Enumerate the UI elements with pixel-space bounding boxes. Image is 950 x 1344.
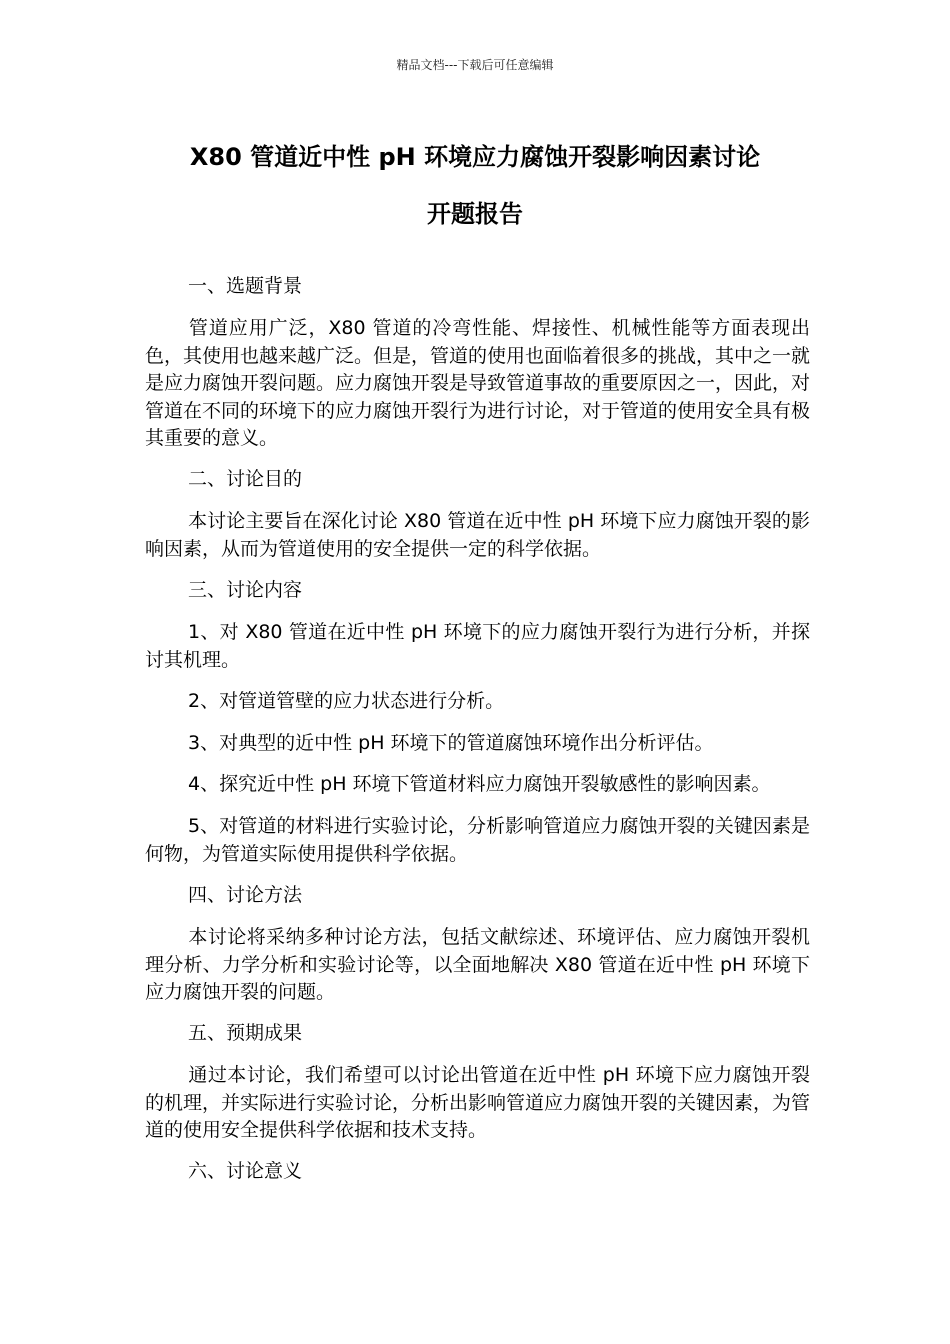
paragraph-text: 本讨论将采纳多种讨论方法，包括文献综述、环境评估、应力腐蚀开裂机理分析、力学分析和实验讨论等，以全面地解决 X80 管道在近中性 pH 环境下应力腐蚀开裂的问题。 xyxy=(145,926,810,1003)
list-item-text: 2、对管道管壁的应力状态进行分析。 xyxy=(188,690,505,712)
section-paragraph-background xyxy=(145,315,810,453)
list-item-text: 4、探究近中性 pH 环境下管道材料应力腐蚀开裂敏感性的影响因素。 xyxy=(188,773,771,795)
page-header-note: 精品文档---下载后可任意编辑 xyxy=(396,58,554,72)
section-heading-method: 四、讨论方法 xyxy=(188,884,303,906)
section-paragraph-results xyxy=(145,1062,810,1145)
document-title-line-1: X80 管道近中性 pH 环境应力腐蚀开裂影响因素讨论 xyxy=(189,143,761,171)
content-item-1 xyxy=(145,619,810,674)
section-heading-background: 一、选题背景 xyxy=(188,275,303,297)
content-item-5 xyxy=(145,813,810,868)
content-item-2 xyxy=(145,688,810,716)
list-item-text: 5、对管道的材料进行实验讨论，分析影响管道应力腐蚀开裂的关键因素是何物，为管道实际使用提供科学依据。 xyxy=(145,815,810,865)
paragraph-text: 通过本讨论，我们希望可以讨论出管道在近中性 pH 环境下应力腐蚀开裂的机理，并实际进行实验讨论，分析出影响管道应力腐蚀开裂的关键因素，为管道的使用安全提供科学依据和技术支持。 xyxy=(145,1064,811,1141)
section-heading-content: 三、讨论内容 xyxy=(188,579,303,601)
section-heading-results: 五、预期成果 xyxy=(188,1022,303,1044)
section-paragraph-purpose xyxy=(145,508,810,563)
section-heading-purpose: 二、讨论目的 xyxy=(188,468,303,490)
list-item-text: 1、对 X80 管道在近中性 pH 环境下的应力腐蚀开裂行为进行分析，并探讨其机理。 xyxy=(145,621,810,671)
section-heading-significance: 六、讨论意义 xyxy=(188,1160,303,1182)
paragraph-text: 本讨论主要旨在深化讨论 X80 管道在近中性 pH 环境下应力腐蚀开裂的影响因素，从而为管道使用的安全提供一定的科学依据。 xyxy=(145,510,810,560)
paragraph-text: 管道应用广泛，X80 管道的冷弯性能、焊接性、机械性能等方面表现出色，其使用也越来越广泛。但是，管道的使用也面临着很多的挑战，其中之一就是应力腐蚀开裂问题。应力腐蚀开裂是导致管道事故的重要原因之一，因此，对管道在不同的环境下的应力腐蚀开裂行为进行讨论，对于管道的使用安全具有极其重要的意义。 xyxy=(145,317,811,449)
list-item-text: 3、对典型的近中性 pH 环境下的管道腐蚀环境作出分析评估。 xyxy=(188,732,714,754)
content-item-3 xyxy=(145,730,810,758)
content-item-4 xyxy=(145,771,810,799)
section-paragraph-method xyxy=(145,924,810,1007)
document-title-line-2: 开题报告 xyxy=(427,200,523,228)
